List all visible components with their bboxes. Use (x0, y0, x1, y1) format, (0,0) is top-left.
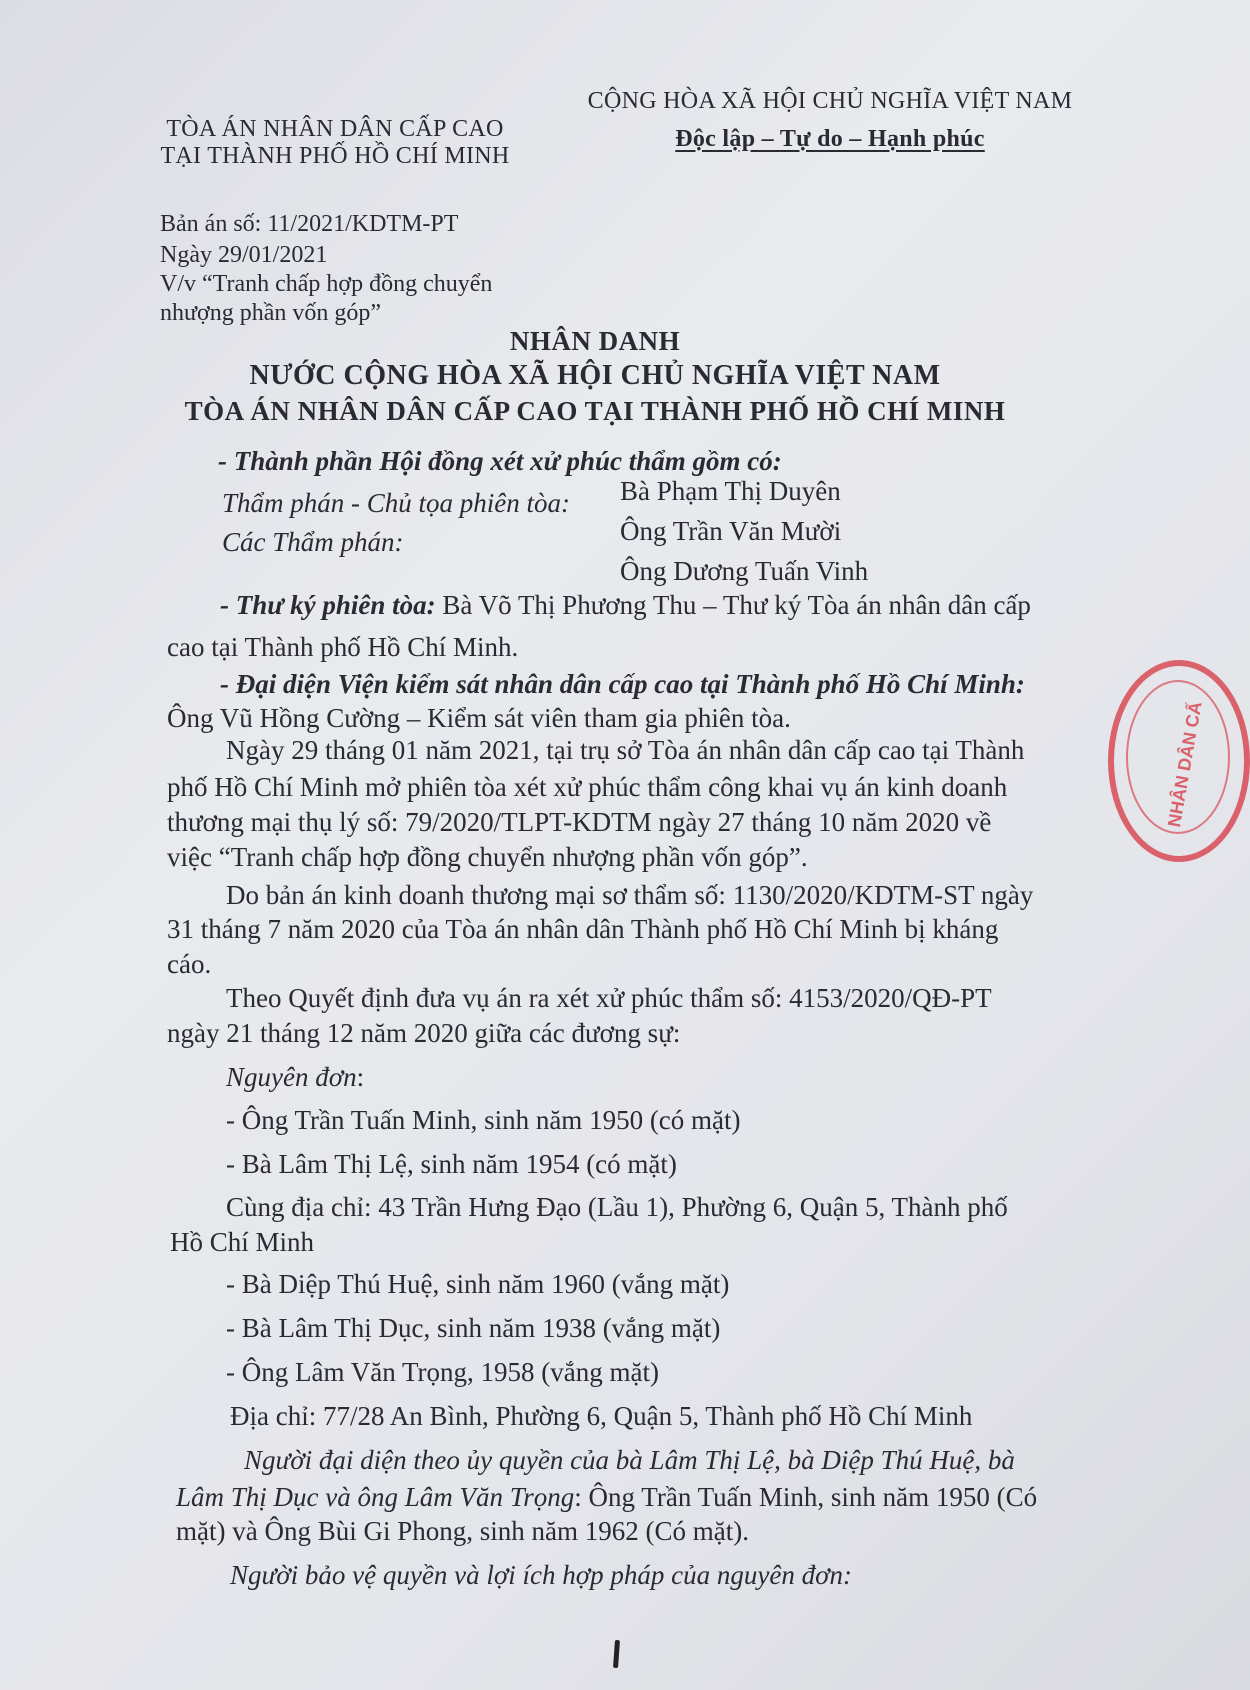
country-name: CỘNG HÒA XÃ HỘI CHỦ NGHĨA VIỆT NAM (587, 88, 1073, 114)
case-subject-line1: V/v “Tranh chấp hợp đồng chuyển (160, 271, 493, 297)
panel-heading: - Thành phần Hội đồng xét xử phúc thẩm gồm có: (218, 446, 782, 476)
title-line3: TÒA ÁN NHÂN DÂN CẤP CAO TẠI THÀNH PHỐ HỒ CHÍ MINH (184, 396, 1006, 426)
court-name-line1: TÒA ÁN NHÂN DÂN CẤP CAO (166, 116, 504, 142)
para1-line2: phố Hồ Chí Minh mở phiên tòa xét xử phúc thẩm công khai vụ án kinh doanh (167, 772, 1008, 802)
presiding-judge-label: Thẩm phán - Chủ tọa phiên tòa: (222, 488, 570, 518)
case-subject-line2: nhượng phần vốn góp” (160, 300, 382, 326)
representative-line1: Người đại diện theo ủy quyền của bà Lâm Thị Lệ, bà Diệp Thú Huệ, bà (244, 1445, 1015, 1475)
judges-label: Các Thẩm phán: (222, 527, 404, 557)
representative-line2 (176, 1482, 1037, 1513)
court-stamp-text: NHÂN DÂN CẤ (1163, 700, 1206, 829)
clerk-text: Bà Võ Thị Phương Thu – Thư ký Tòa án nhân dân cấp (435, 590, 1031, 620)
para1-line1: Ngày 29 tháng 01 năm 2021, tại trụ sở Tòa án nhân dân cấp cao tại Thành (226, 735, 1025, 765)
shared-address-line2: Hồ Chí Minh (170, 1227, 315, 1257)
judge-1-name: Ông Trần Văn Mười (620, 516, 842, 546)
plaintiff-3: - Bà Diệp Thú Huệ, sinh năm 1960 (vắng mặt) (226, 1269, 730, 1299)
shared-address-line1: Cùng địa chỉ: 43 Trần Hưng Đạo (Lầu 1), Phường 6, Quận 5, Thành phố (226, 1192, 1008, 1222)
page-mark (613, 1640, 620, 1668)
court-name-line2: TẠI THÀNH PHỐ HỒ CHÍ MINH (160, 143, 510, 169)
title-line1: NHÂN DANH (509, 326, 681, 356)
plaintiff-5: - Ông Lâm Văn Trọng, 1958 (vắng mặt) (226, 1357, 659, 1387)
plaintiff-label-line (226, 1062, 364, 1093)
procuracy-label: - Đại diện Viện kiểm sát nhân dân cấp cao tại Thành phố Hồ Chí Minh: (220, 669, 1025, 699)
plaintiff-label: Nguyên đơn (226, 1062, 357, 1092)
judge-2-name: Ông Dương Tuấn Vinh (620, 556, 869, 586)
para3-line1: Theo Quyết định đưa vụ án ra xét xử phúc thẩm số: 4153/2020/QĐ-PT (226, 983, 992, 1013)
presiding-judge-name: Bà Phạm Thị Duyên (620, 476, 841, 506)
country-motto: Độc lập – Tự do – Hạnh phúc (675, 126, 985, 152)
plaintiff-4: - Bà Lâm Thị Dục, sinh năm 1938 (vắng mặt) (226, 1313, 721, 1343)
plaintiff-1: - Ông Trần Tuấn Minh, sinh năm 1950 (có mặt) (226, 1105, 741, 1135)
plaintiff-colon: : (356, 1062, 365, 1092)
clerk-line1 (220, 590, 1031, 621)
representative-names: Lâm Thị Dục và ông Lâm Văn Trọng (176, 1482, 575, 1512)
address-2: Địa chỉ: 77/28 An Bình, Phường 6, Quận 5, Thành phố Hồ Chí Minh (230, 1401, 973, 1431)
representative-line3: mặt) và Ông Bùi Gi Phong, sinh năm 1962 (Có mặt). (176, 1516, 749, 1546)
para2-line1: Do bản án kinh doanh thương mại sơ thẩm số: 1130/2020/KDTM-ST ngày (226, 880, 1034, 910)
case-number: Bản án số: 11/2021/KDTM-PT (160, 211, 459, 237)
plaintiff-2: - Bà Lâm Thị Lệ, sinh năm 1954 (có mặt) (226, 1149, 677, 1179)
procuracy-text: Ông Vũ Hồng Cường – Kiểm sát viên tham gia phiên tòa. (167, 703, 791, 733)
para2-line3: cáo. (167, 949, 212, 979)
para3-line2: ngày 21 tháng 12 năm 2020 giữa các đương sự: (167, 1018, 681, 1048)
representative-detail: : Ông Trần Tuấn Minh, sinh năm 1950 (Có (574, 1482, 1038, 1512)
para1-line4: việc “Tranh chấp hợp đồng chuyển nhượng phần vốn góp”. (167, 842, 808, 872)
title-line2: NƯỚC CỘNG HÒA XÃ HỘI CHỦ NGHĨA VIỆT NAM (249, 360, 941, 391)
protector-label: Người bảo vệ quyền và lợi ích hợp pháp của nguyên đơn: (230, 1560, 852, 1590)
para1-line3: thương mại thụ lý số: 79/2020/TLPT-KDTM ngày 27 tháng 10 năm 2020 về (167, 807, 992, 837)
clerk-label: - Thư ký phiên tòa: (220, 590, 436, 620)
para2-line2: 31 tháng 7 năm 2020 của Tòa án nhân dân Thành phố Hồ Chí Minh bị kháng (167, 914, 999, 944)
clerk-line2: cao tại Thành phố Hồ Chí Minh. (167, 632, 519, 662)
case-date: Ngày 29/01/2021 (160, 242, 328, 268)
